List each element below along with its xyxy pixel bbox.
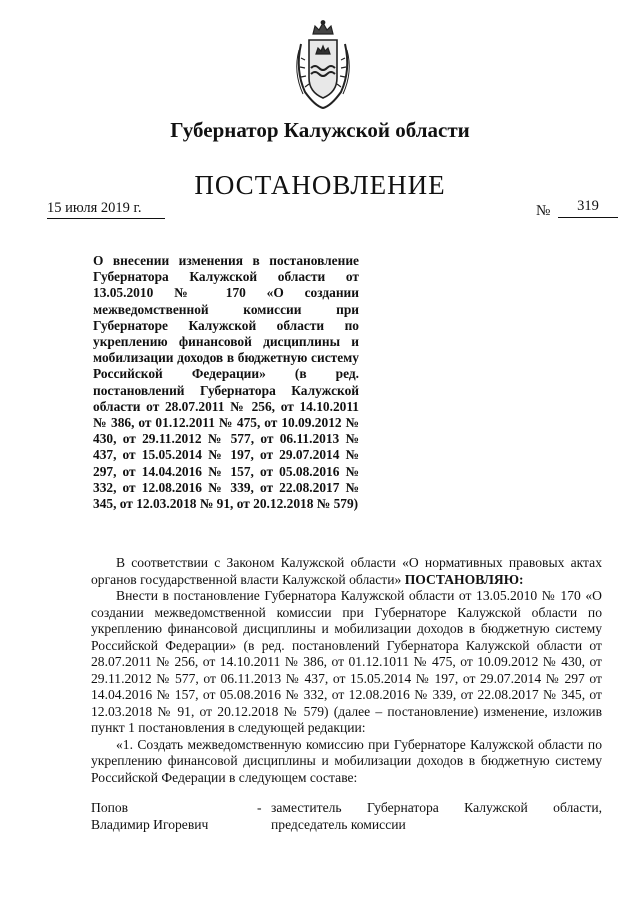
member-given-names: Владимир Игоревич (91, 816, 209, 832)
document-subject: О внесении изменения в постановление Губернатора Калужской области от 13.05.2010 № 170 «О создании межведомственной комиссии при Губернаторе Калужской области по укреплению финансовой дисциплины и мобилизации доходов в бюджетную систему Российской Федерации» (в ред. постановлений Губернатора Калужской области от 28.07.2011 № 256, от 14.10.2011 № 386, от 01.12.2011 № 475, от 10.09.2012 № 430, от 29.11.2012 № 577, от 06.11.2013 № 437, от 15.05.2014 № 197, от 29.07.2014 № 297, от 14.04.2016 № 157, от 05.08.2016 № 332, от 12.08.2016 № 339, от 22.08.2017 № 345, от 12.03.2018 № 91, от 20.12.2018 № 579) (93, 253, 359, 512)
preamble-text: В соответствии с Законом Калужской области «О нормативных правовых актах органов государственной власти Калужской области» (91, 555, 602, 587)
document-number-label: № (536, 203, 551, 219)
member-surname: Попов (91, 800, 129, 815)
amendment-paragraph: Внести в постановление Губернатора Калужской области от 13.05.2010 № 170 «О создании межведомственной комиссии при Губернаторе Калужской области по укреплению финансовой дисциплины и мобилизации доходов в бюджетную систему Российской Федерации» (в ред. постановлений Губернатора Калужской области от 28.07.2011 № 256, от 14.10.2011 № 386, от 01.12.1011 № 475, от 10.09.2012 № 430, от 29.11.2012 № 577, от 06.11.2013 № 437, от 15.05.2014 № 197, от 29.07.2014 № 297 от 14.04.2016 № 157, от 05.08.2016 № 332, от 12.08.2016 № 339, от 22.08.2017 № 345, от 12.03.2018 № 91, от 20.12.2018 № 579) (далее – постановление) изменение, изложив пункт 1 постановления в следующей редакции: (91, 588, 602, 735)
member-name (91, 800, 251, 833)
preamble-paragraph (91, 555, 602, 588)
issuing-authority: Губернатор Калужской области (170, 118, 470, 142)
document-type-title: ПОСТАНОВЛЕНИЕ (194, 170, 446, 200)
coat-of-arms-icon (291, 20, 355, 112)
member-role: заместитель Губернатора Калужской области, председатель комиссии (271, 800, 602, 832)
member-dash: - (257, 800, 262, 815)
document-number: 319 (558, 198, 618, 218)
document-body (91, 555, 602, 786)
resolution-word: ПОСТАНОВЛЯЮ: (404, 571, 524, 587)
clause-1-paragraph: «1. Создать межведомственную комиссию при Губернаторе Калужской области по укреплению финансовой дисциплины и мобилизации доходов в бюджетную систему Российской Федерации в следующем составе: (91, 736, 602, 785)
document-date: 15 июля 2019 г. (47, 200, 165, 219)
